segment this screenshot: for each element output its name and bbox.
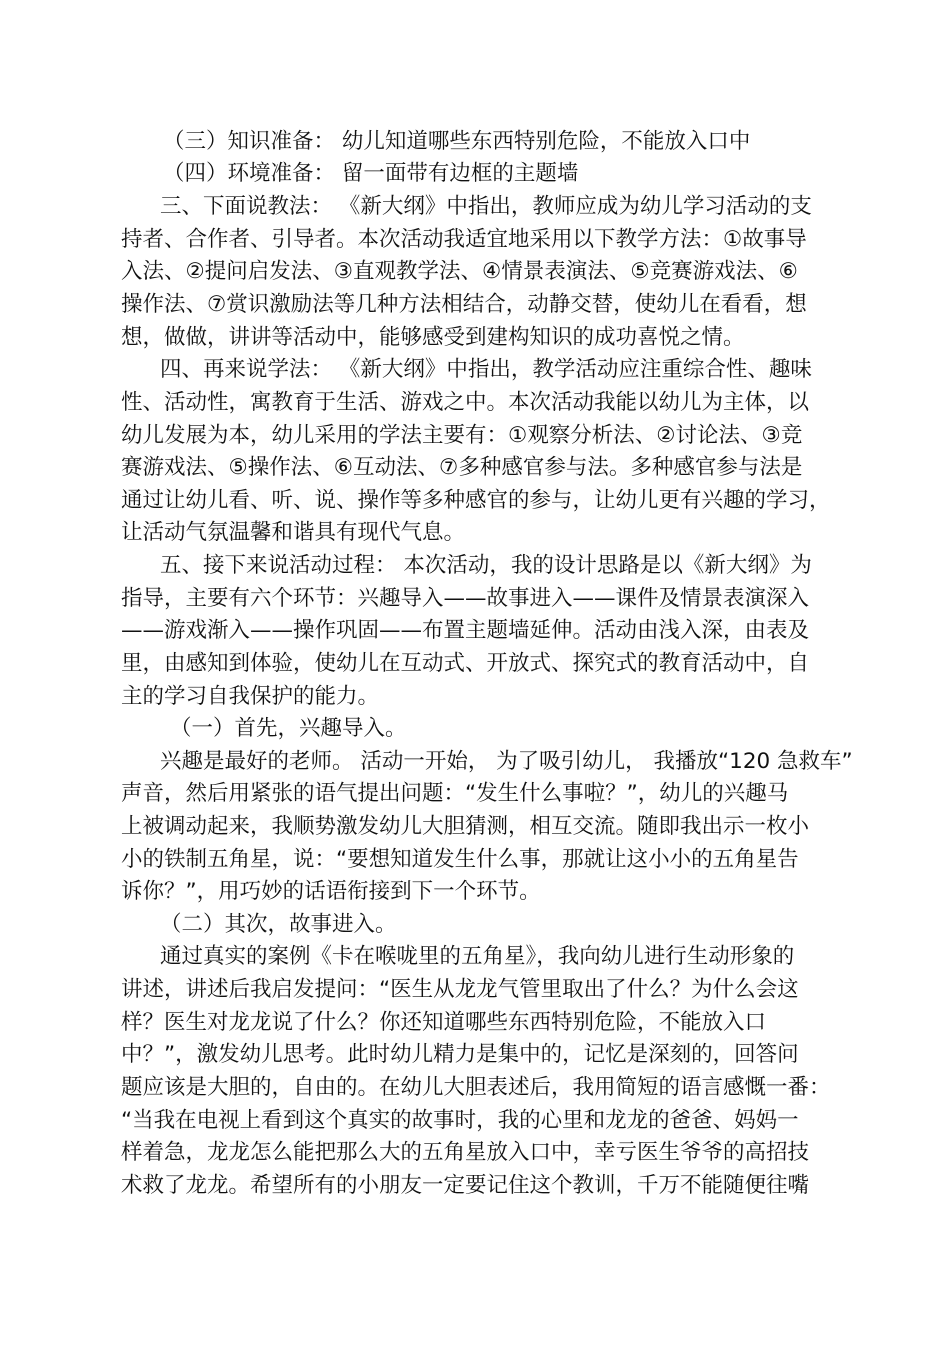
text-line: “当我在电视上看到这个真实的故事时，我的心里和龙龙的爸爸、妈妈一 [121, 1108, 799, 1133]
text-line: 赛游戏法、⑤操作法、⑥互动法、⑦多种感官参与法。多种感官参与法是 [121, 455, 803, 480]
text-line: 里，由感知到体验，使幼儿在互动式、开放式、探究式的教育活动中，自 [121, 651, 810, 676]
text-line: 想，做做，讲讲等活动中，能够感受到建构知识的成功喜悦之情。 [121, 325, 745, 350]
text-line: 兴趣是最好的老师。 活动一开始， 为了吸引幼儿， 我播放“120 急救车” [160, 749, 853, 774]
text-line: 入法、②提问启发法、③直观教学法、④情景表演法、⑤竞赛游戏法、⑥ [121, 259, 798, 284]
text-line: 题应该是大胆的，自由的。在幼儿大胆表述后，我用简短的语言感慨一番： [121, 1075, 831, 1100]
text-line: 三、下面说教法： 《新大纲》中指出，教师应成为幼儿学习活动的支 [160, 194, 812, 219]
text-line: 幼儿发展为本，幼儿采用的学法主要有：①观察分析法、②讨论法、③竞 [121, 423, 803, 448]
text-line: 诉你？”，用巧妙的话语衔接到下一个环节。 [121, 879, 541, 904]
text-line: 声音，然后用紧张的语气提出问题：“发生什么事啦？”，幼儿的兴趣马 [121, 781, 789, 806]
section-heading: （一）首先，兴趣导入。 [170, 716, 407, 741]
text-line: 性、活动性，寓教育于生活、游戏之中。本次活动我能以幼儿为主体，以 [121, 390, 810, 415]
text-line: （三）知识准备： 幼儿知道哪些东西特别危险，不能放入口中 [163, 129, 751, 154]
text-line: 上被调动起来，我顺势激发幼儿大胆猜测，相互交流。随即我出示一枚小 [121, 814, 810, 839]
text-line: 术救了龙龙。希望所有的小朋友一定要记住这个教训，千万不能随便往嘴 [121, 1173, 810, 1198]
text-line: 让活动气氛温馨和谐具有现代气息。 [121, 520, 466, 545]
text-line: 四、再来说学法： 《新大纲》中指出，教学活动应注重综合性、趣味 [160, 357, 812, 382]
text-line: 持者、合作者、引导者。本次活动我适宜地采用以下教学方法：①故事导 [121, 227, 807, 252]
text-line: 操作法、⑦赏识激励法等几种方法相结合，动静交替，使幼儿在看看，想 [121, 292, 807, 317]
text-line: 小的铁制五角星，说：“要想知道发生什么事，那就让这小小的五角星告 [121, 847, 799, 872]
text-line: 样？医生对龙龙说了什么？你还知道哪些东西特别危险，不能放入口 [121, 1010, 767, 1035]
text-line: 指导，主要有六个环节：兴趣导入——故事进入——课件及情景表演深入 [121, 586, 810, 611]
section-heading: （二）其次，故事进入。 [160, 912, 397, 937]
text-line: 通过让幼儿看、听、说、操作等多种感官的参与，让幼儿更有兴趣的学习， [121, 488, 831, 513]
text-line: ——游戏渐入——操作巩固——布置主题墙延伸。活动由浅入深，由表及 [121, 618, 810, 643]
text-line: 通过真实的案例《卡在喉咙里的五角星》，我向幼儿进行生动形象的 [160, 944, 795, 969]
text-line: （四）环境准备： 留一面带有边框的主题墙 [163, 161, 579, 186]
text-line: 讲述，讲述后我启发提问：“医生从龙龙气管里取出了什么？为什么会这 [121, 977, 799, 1002]
text-line: 中？”，激发幼儿思考。此时幼儿精力是集中的，记忆是深刻的，回答问 [121, 1042, 799, 1067]
text-line: 五、接下来说活动过程： 本次活动，我的设计思路是以《新大纲》为 [160, 553, 812, 578]
text-line: 样着急，龙龙怎么能把那么大的五角星放入口中，幸亏医生爷爷的高招技 [121, 1140, 810, 1165]
text-line: 主的学习自我保护的能力。 [121, 684, 380, 709]
